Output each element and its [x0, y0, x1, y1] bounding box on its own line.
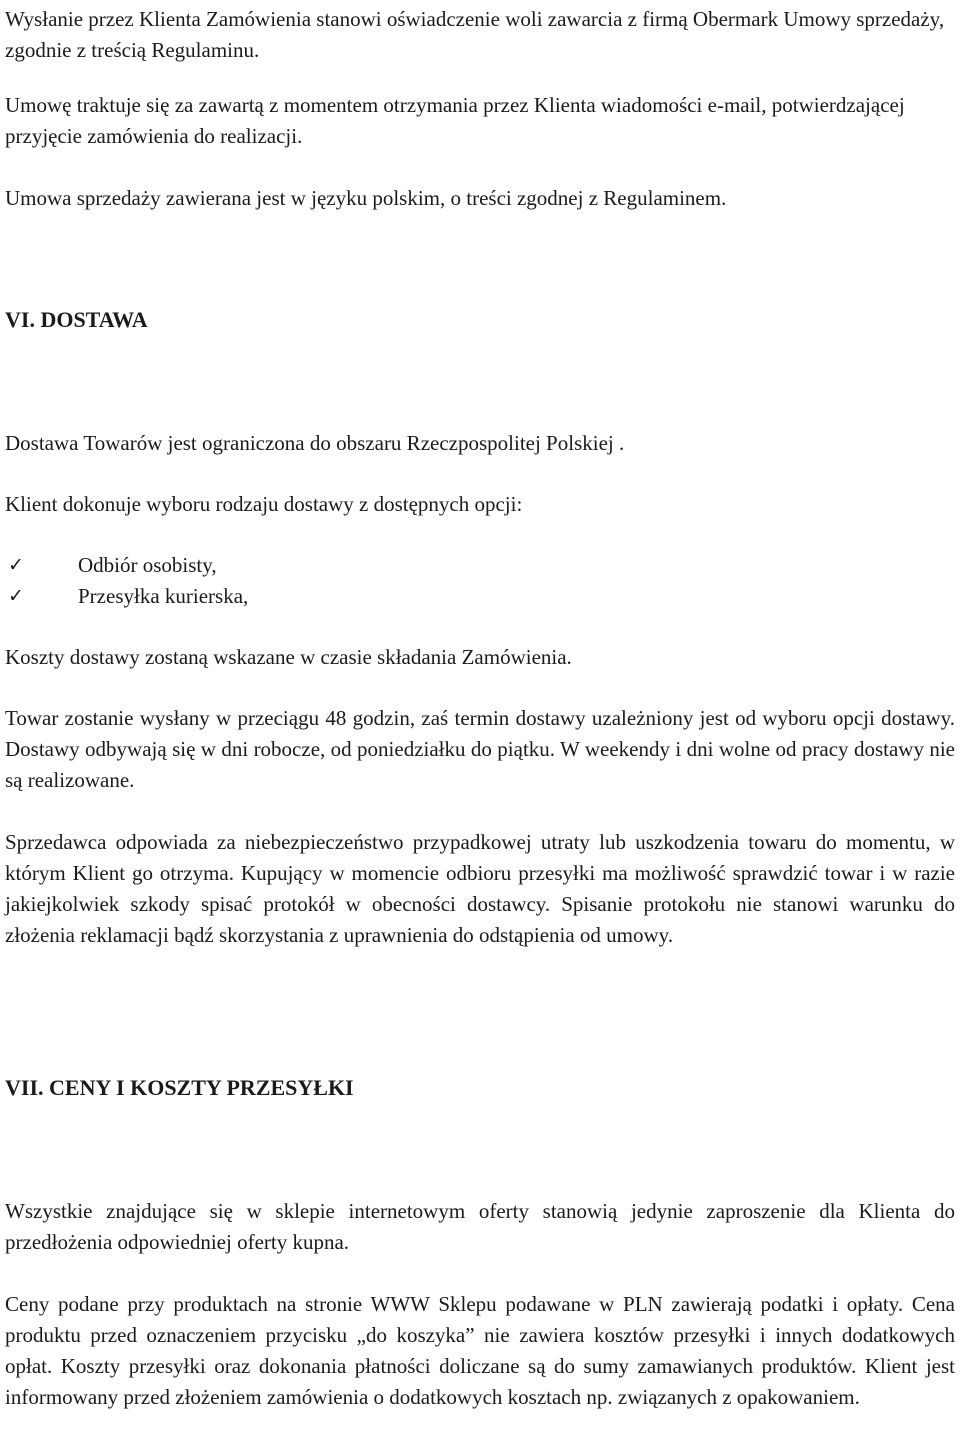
option-label: Odbiór osobisty, — [78, 553, 217, 577]
paragraph-delivery-choice: Klient dokonuje wyboru rodzaju dostawy z dostępnych opcji: — [5, 492, 523, 516]
heading-prices-shipping: VII. CENY I KOSZTY PRZESYŁKI — [5, 1075, 354, 1100]
checkmark-icon: ✓ — [8, 585, 24, 607]
paragraph-order-statement: Wysłanie przez Klienta Zamówienia stanowi oświadczenie woli zawarcia z firmą Obermark Umowy sprzedaży, zgodnie z treścią Regulaminu. — [5, 7, 945, 62]
paragraph-offers-invitation: Wszystkie znajdujące się w sklepie internetowym oferty stanowią jedynie zaproszenie dla Klienta do przedłożenia odpowiedniej oferty kupna. — [5, 1199, 955, 1254]
option-label: Przesyłka kurierska, — [78, 584, 249, 608]
paragraph-prices-info: Ceny podane przy produktach na stronie WWW Sklepu podawane w PLN zawierają podatki i opłaty. Cena produktu przed oznaczeniem przycisku „do koszyka” nie zawiera kosztów przesyłki i innych dodatkowych opłat. Koszty przesyłki oraz dokonania płatności doliczane są do sumy zamawianych produktów. Klient jest informowany przed złożeniem zamówienia o dodatkowych kosztach np. związanych z opakowaniem. — [5, 1292, 955, 1409]
list-item-delivery-option — [8, 581, 248, 611]
list-item-delivery-option — [8, 550, 217, 580]
paragraph-contract-concluded: Umowę traktuje się za zawartą z momentem otrzymania przez Klienta wiadomości e-mail, potwierdzającej przyjęcie zamówienia do realizacji. — [5, 93, 905, 148]
paragraph-delivery-area: Dostawa Towarów jest ograniczona do obszaru Rzeczpospolitej Polskiej . — [5, 431, 625, 455]
paragraph-seller-liability: Sprzedawca odpowiada za niebezpieczeństwo przypadkowej utraty lub uszkodzenia towaru do momentu, w którym Klient go otrzyma. Kupujący w momencie odbioru przesyłki ma możliwość sprawdzić towar i w razie jakiejkolwiek szkody spisać protokół w obecności dostawcy. Spisanie protokołu nie stanowi warunku do złożenia reklamacji bądź skorzystania z uprawnienia do odstąpienia od umowy. — [5, 830, 955, 947]
paragraph-contract-language: Umowa sprzedaży zawierana jest w języku polskim, o treści zgodnej z Regulaminem. — [5, 186, 727, 210]
paragraph-shipping-time: Towar zostanie wysłany w przeciągu 48 godzin, zaś termin dostawy uzależniony jest od wyboru opcji dostawy. Dostawy odbywają się w dni robocze, od poniedziałku do piątku. W weekendy i dni wolne od pracy dostawy nie są realizowane. — [5, 706, 955, 792]
paragraph-delivery-costs: Koszty dostawy zostaną wskazane w czasie składania Zamówienia. — [5, 645, 572, 669]
checkmark-icon: ✓ — [8, 554, 24, 576]
heading-delivery: VI. DOSTAWA — [5, 307, 148, 332]
